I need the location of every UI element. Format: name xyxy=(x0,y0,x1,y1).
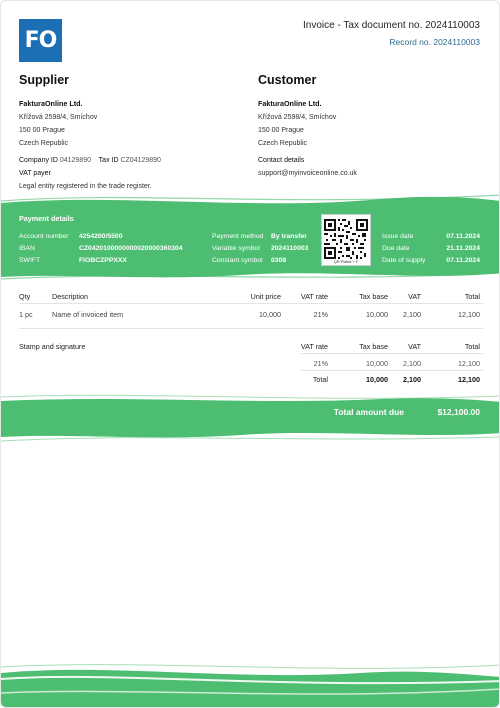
issue-date: 07.11.2024 xyxy=(446,233,480,240)
issue-date-label: Issue date xyxy=(382,233,414,240)
vat-status: VAT payer xyxy=(19,170,51,177)
summary-vat-rate: 21% xyxy=(313,359,328,368)
divider xyxy=(301,370,483,371)
method-label: Payment method xyxy=(212,233,264,240)
total-row-label: Total xyxy=(312,375,328,384)
supplier-name: FakturaOnline Ltd. xyxy=(19,99,83,108)
row-tax-base: 10,000 xyxy=(366,310,388,319)
supply-date: 07.11.2024 xyxy=(446,257,480,264)
stamp-signature-label: Stamp and signature xyxy=(19,342,86,351)
total-row-vat: 2,100 xyxy=(403,375,421,384)
due-date: 21.11.2024 xyxy=(446,245,480,252)
summary-col-tax-base: Tax base xyxy=(359,342,388,351)
summary-col-vat: VAT xyxy=(408,342,421,351)
customer-name: FakturaOnline Ltd. xyxy=(258,99,322,108)
swift-label: SWIFT xyxy=(19,257,41,264)
supplier-street: Křížová 2598/4, Smíchov xyxy=(19,114,98,121)
total-row-total: 12,100 xyxy=(458,375,480,384)
supply-date-label: Date of supply xyxy=(382,257,426,264)
row-qty: 1 pc xyxy=(19,310,33,319)
company-id: 04129890 xyxy=(59,157,92,164)
iban-value: CZ0420100000000020000360304 xyxy=(79,245,183,252)
row-vat: 2,100 xyxy=(403,310,421,319)
company-id-label: Company ID xyxy=(19,157,58,164)
company-logo: FO xyxy=(19,19,62,62)
qr-code xyxy=(321,214,371,266)
summary-tax-base: 10,000 xyxy=(366,359,388,368)
supplier-ids xyxy=(19,154,161,167)
footer-wave xyxy=(1,659,500,708)
col-unit-price: Unit price xyxy=(250,292,281,301)
col-vat-rate: VAT rate xyxy=(300,292,328,301)
row-unit-price: 10,000 xyxy=(259,310,281,319)
account-number: 4254200/5500 xyxy=(79,233,123,240)
row-description: Name of invoiced item xyxy=(52,310,124,319)
summary-col-total: Total xyxy=(464,342,480,351)
customer-city: 150 00 Prague xyxy=(258,127,304,134)
col-tax-base: Tax base xyxy=(359,292,388,301)
contact-label: Contact details xyxy=(258,157,305,164)
divider xyxy=(19,303,483,304)
total-due-label: Total amount due xyxy=(333,407,404,417)
total-due-value: $12,100.00 xyxy=(437,407,480,417)
customer-email[interactable]: support@myinvoiceonline.co.uk xyxy=(258,170,357,177)
supplier-country: Czech Republic xyxy=(19,140,69,147)
total-row-tax-base: 10,000 xyxy=(366,375,388,384)
divider xyxy=(19,328,483,329)
col-vat: VAT xyxy=(408,292,421,301)
document-title: Invoice - Tax document no. 2024110003 xyxy=(303,20,480,31)
customer-country: Czech Republic xyxy=(258,140,308,147)
record-number: Record no. 2024110003 xyxy=(389,37,480,47)
divider xyxy=(301,353,483,354)
customer-heading: Customer xyxy=(258,73,317,87)
col-description: Description xyxy=(52,292,88,301)
variable-value: 2024110003 xyxy=(271,245,309,252)
supplier-heading: Supplier xyxy=(19,73,70,87)
col-qty: Qty xyxy=(19,292,31,301)
tax-id: CZ04129890 xyxy=(120,157,161,164)
constant-label: Constant symbol xyxy=(212,257,263,264)
summary-col-vat-rate: VAT rate xyxy=(300,342,328,351)
row-total: 12,100 xyxy=(458,310,480,319)
iban-label: IBAN xyxy=(19,245,35,252)
method-value: By transfer xyxy=(271,233,307,240)
constant-value: 0308 xyxy=(271,257,287,264)
tax-id-label: Tax ID xyxy=(98,157,119,164)
row-vat-rate: 21% xyxy=(313,310,328,319)
account-label: Account number xyxy=(19,233,69,240)
summary-total: 12,100 xyxy=(458,359,480,368)
total-due-band xyxy=(1,393,500,443)
registration-note: Legal entity registered in the trade register. xyxy=(19,183,152,190)
payment-details-title: Payment details xyxy=(19,214,74,223)
variable-label: Variable symbol xyxy=(212,245,260,252)
col-total: Total xyxy=(464,292,480,301)
supplier-city: 150 00 Prague xyxy=(19,127,65,134)
summary-vat: 2,100 xyxy=(403,359,421,368)
customer-street: Křížová 2598/4, Smíchov xyxy=(258,114,337,121)
due-date-label: Due date xyxy=(382,245,410,252)
qr-caption: QR Platba + F xyxy=(333,260,359,264)
swift-value: FIOBCZPPXXX xyxy=(79,257,127,264)
